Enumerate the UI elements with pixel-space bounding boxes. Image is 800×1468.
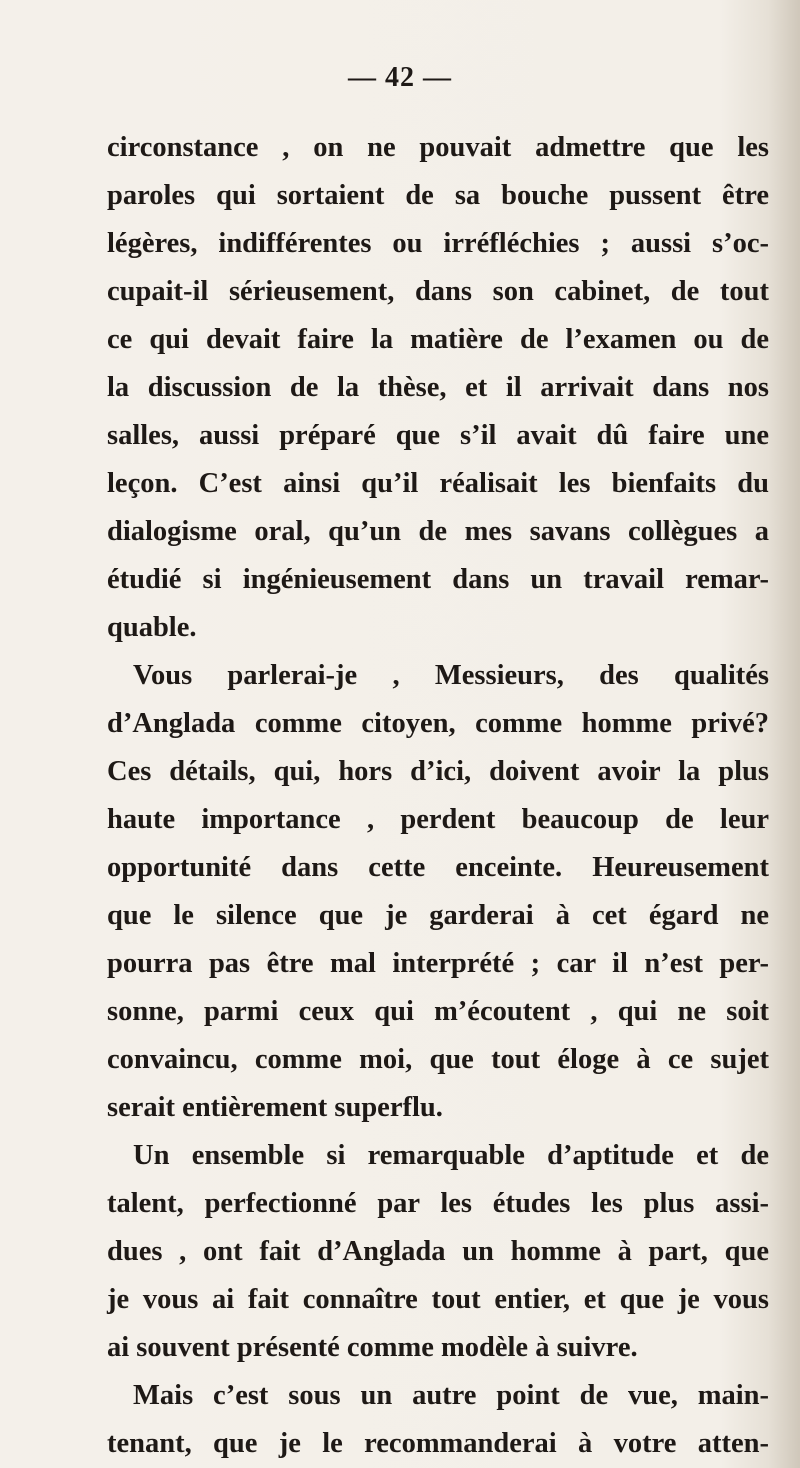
- text-line: étudié si ingénieusement dans un travail remar-: [107, 564, 769, 595]
- body-text: [107, 124, 769, 1468]
- text-line: convaincu, comme moi, que tout éloge à ce sujet: [107, 1044, 769, 1075]
- text-line: Un ensemble si remarquable d’aptitude et de: [133, 1140, 769, 1171]
- text-line: talent, perfectionné par les études les plus assi-: [107, 1188, 769, 1219]
- text-line: légères, indifférentes ou irréfléchies ; aussi s’oc-: [107, 228, 769, 259]
- text-line: sonne, parmi ceux qui m’écoutent , qui ne soit: [107, 996, 769, 1027]
- text-line: paroles qui sortaient de sa bouche pussent être: [107, 180, 769, 211]
- text-line: opportunité dans cette enceinte. Heureusement: [107, 852, 769, 883]
- text-line: d’Anglada comme citoyen, comme homme privé?: [107, 708, 769, 739]
- text-line: serait entièrement superflu.: [107, 1092, 443, 1123]
- text-line: je vous ai fait connaître tout entier, et que je vous: [107, 1284, 769, 1315]
- page-number: — 42 —: [348, 62, 452, 93]
- text-line: circonstance , on ne pouvait admettre que les: [107, 132, 769, 163]
- text-line: haute importance , perdent beaucoup de leur: [107, 804, 769, 835]
- text-line: leçon. C’est ainsi qu’il réalisait les bienfaits du: [107, 468, 769, 499]
- text-line: que le silence que je garderai à cet égard ne: [107, 900, 769, 931]
- text-line: salles, aussi préparé que s’il avait dû faire une: [107, 420, 769, 451]
- text-line: dialogisme oral, qu’un de mes savans collègues a: [107, 516, 769, 547]
- text-line: cupait-il sérieusement, dans son cabinet, de tout: [107, 276, 769, 307]
- text-line: pourra pas être mal interprété ; car il n’est per-: [107, 948, 769, 979]
- text-line: Mais c’est sous un autre point de vue, main-: [133, 1380, 769, 1411]
- text-line: Vous parlerai-je , Messieurs, des qualités: [133, 660, 769, 691]
- text-line: ce qui devait faire la matière de l’examen ou de: [107, 324, 769, 355]
- text-line: quable.: [107, 612, 197, 643]
- text-line: la discussion de la thèse, et il arrivait dans nos: [107, 372, 769, 403]
- text-line: tenant, que je le recommanderai à votre atten-: [107, 1428, 769, 1459]
- text-line: Ces détails, qui, hors d’ici, doivent avoir la plus: [107, 756, 769, 787]
- text-line: dues , ont fait d’Anglada un homme à part, que: [107, 1236, 769, 1267]
- text-line: ai souvent présenté comme modèle à suivre.: [107, 1332, 638, 1363]
